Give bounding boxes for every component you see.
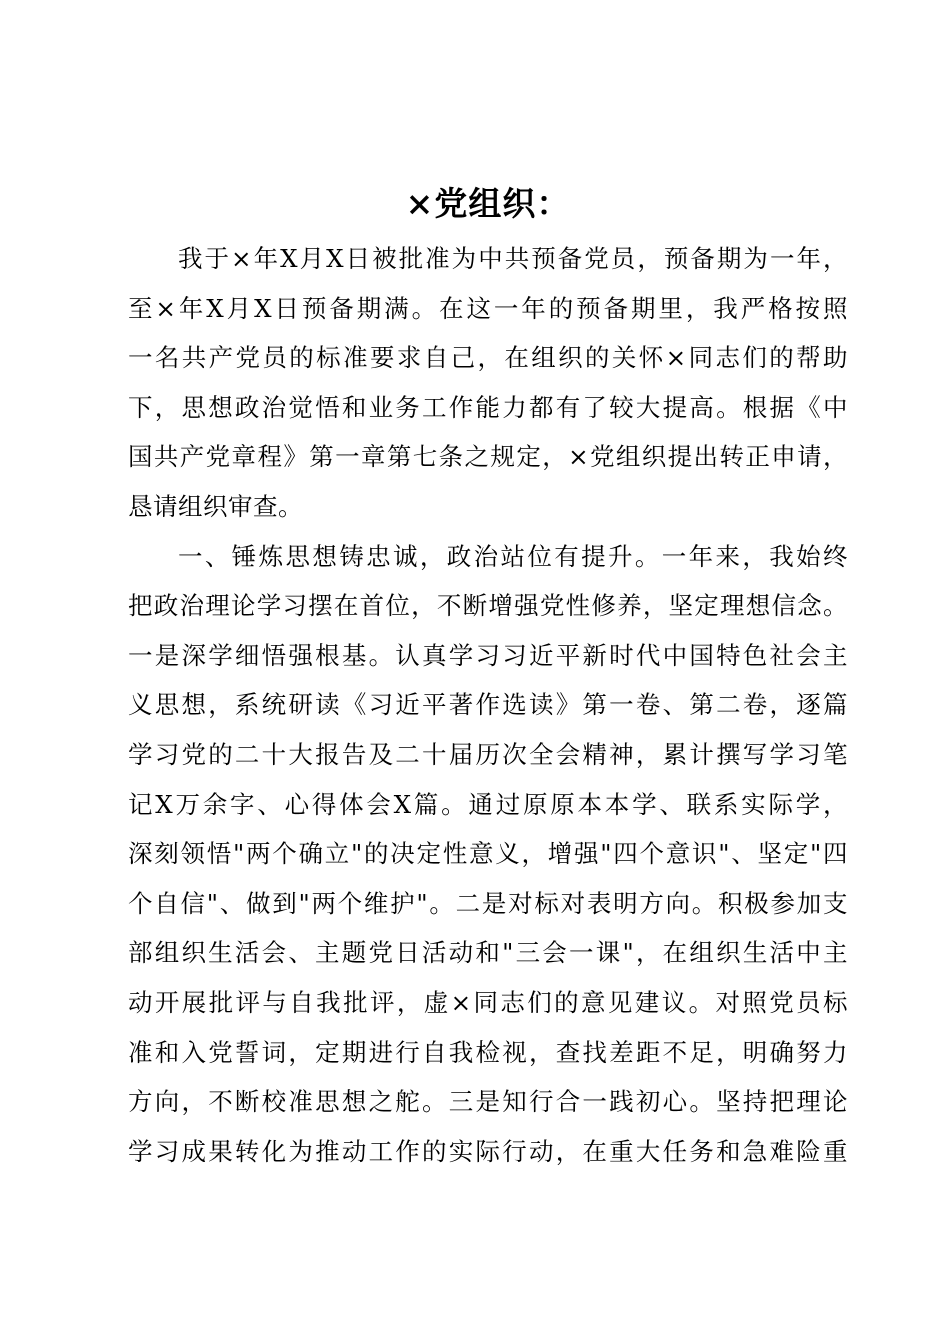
text-line: 动开展批评与自我批评，虚×同志们的意见建议。对照党员标 [128,987,848,1017]
text-line: 恳请组织审查。 [128,491,303,521]
document-page [128,178,848,1176]
text-line: 学习党的二十大报告及二十届历次全会精神，累计撰写学习笔 [128,739,848,769]
text-line: 部组织生活会、主题党日活动和"三会一课"，在组织生活中主 [128,938,848,968]
text-line: 至×年X月X日预备期满。在这一年的预备期里，我严格按照 [128,293,848,323]
text-line: 国共产党章程》第一章第七条之规定，×党组织提出转正申请， [128,442,848,472]
document-title: ×党组织： [405,184,571,223]
text-line: 准和入党誓词，定期进行自我检视，查找差距不足，明确努力 [128,1037,848,1067]
text-line: 把政治理论学习摆在首位，不断增强党性修养，坚定理想信念。 [128,591,848,621]
text-line: 我于×年X月X日被批准为中共预备党员，预备期为一年， [178,244,848,273]
paragraph-1 [128,234,848,532]
text-line: 一、锤炼思想铸忠诚，政治站位有提升。一年来，我始终 [178,541,848,571]
text-line: 学习成果转化为推动工作的实际行动，在重大任务和急难险重 [128,1136,848,1166]
paragraph-2 [128,532,848,1177]
text-line: 义思想，系统研读《习近平著作选读》第一卷、第二卷，逐篇 [128,690,848,720]
text-line: 一是深学细悟强根基。认真学习习近平新时代中国特色社会主 [128,640,848,670]
text-line: 深刻领悟"两个确立"的决定性意义，增强"四个意识"、坚定"四 [128,839,848,869]
text-line: 方向，不断校准思想之舵。三是知行合一践初心。坚持把理论 [128,1087,848,1117]
text-line: 记X万余字、心得体会X篇。通过原原本本学、联系实际学， [128,789,848,819]
text-line: 一名共产党员的标准要求自己，在组织的关怀×同志们的帮助 [128,343,848,373]
text-line: 下，思想政治觉悟和业务工作能力都有了较大提高。根据《中 [128,392,848,422]
text-line: 个自信"、做到"两个维护"。二是对标对表明方向。积极参加支 [128,888,848,918]
